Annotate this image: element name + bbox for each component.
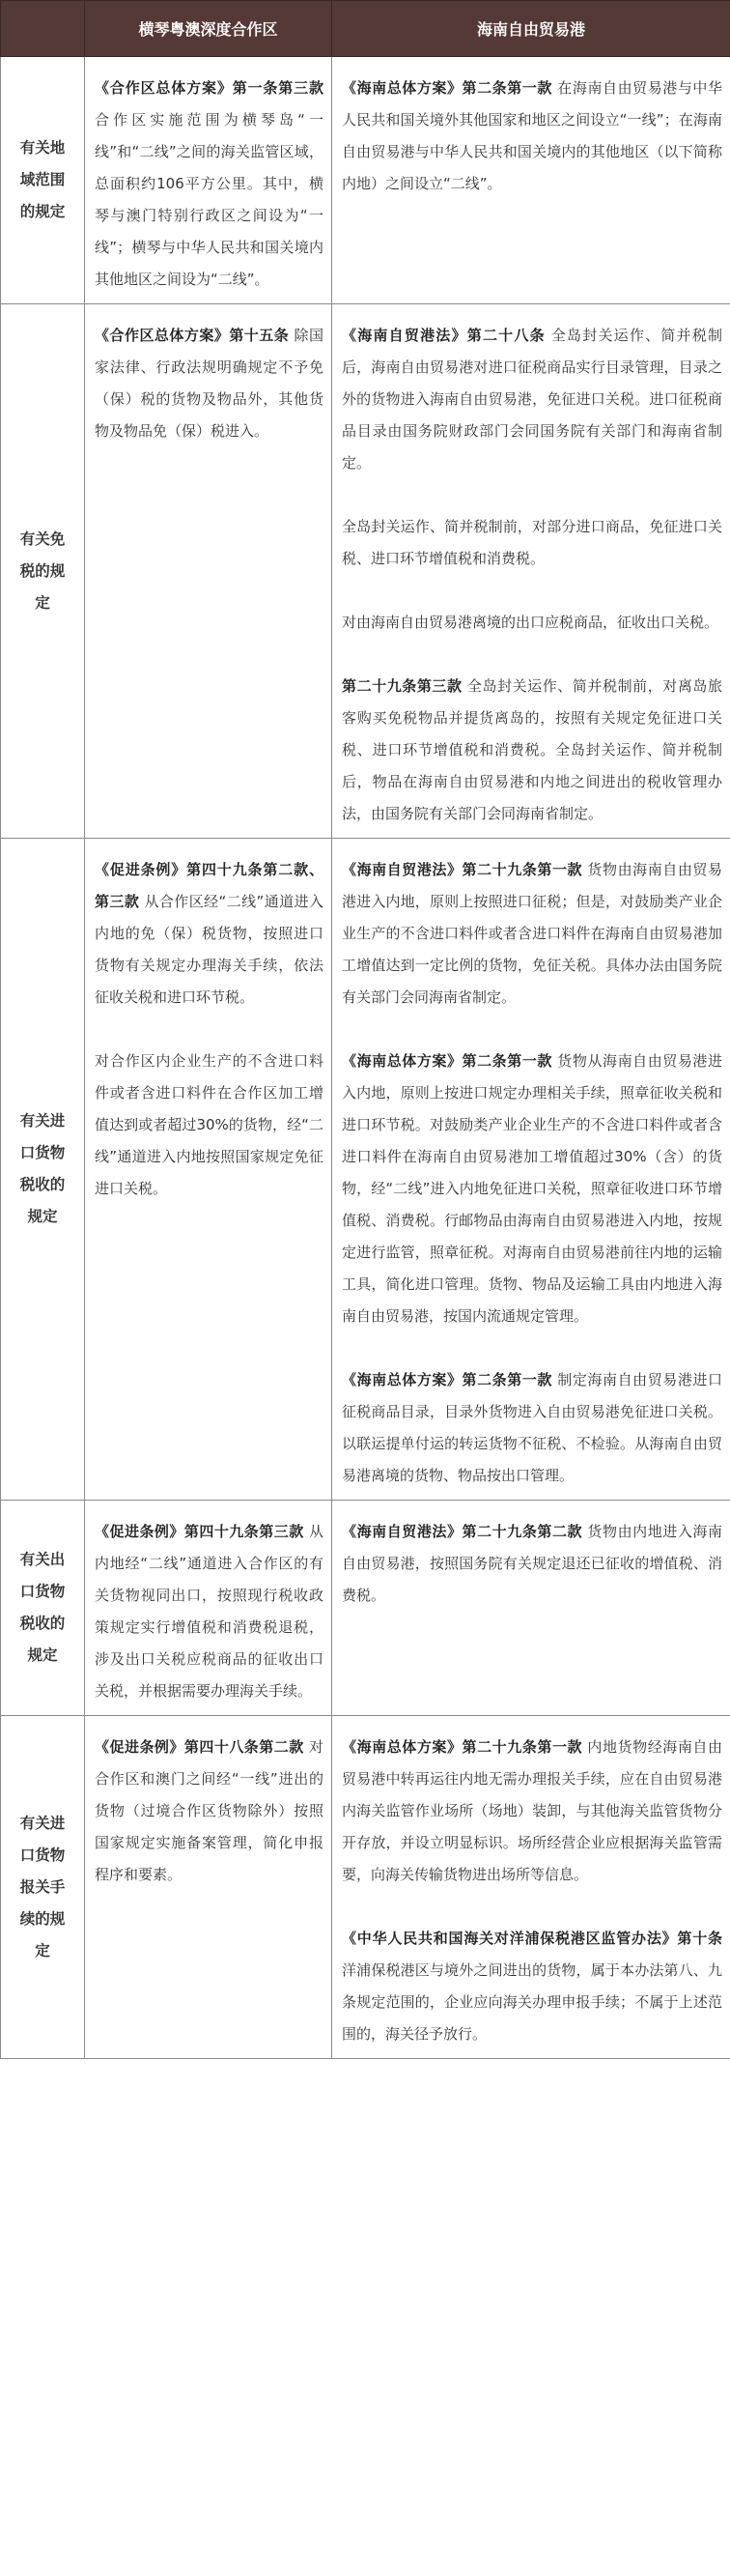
hengqin-cell	[85, 839, 332, 1501]
row-label	[1, 304, 85, 839]
table-row	[1, 304, 730, 839]
provision-paragraph	[95, 854, 323, 1014]
row-label-line: 续的规	[19, 1909, 66, 1928]
row-label-line: 口货物	[19, 1846, 66, 1864]
provision-text: 从合作区经“二线”通道进入内地的免（保）税货物，按照进口货物有关规定办理海关手续，依法征收关税和进口环节税。	[95, 893, 323, 1006]
provision-text: 在海南自由贸易港与中华人民共和国关境外其他国家和地区之间设立“一线”；在海南自由贸易港与中华人民共和国关境内的其他地区（以下简称内地）之间设立“二线”。	[342, 79, 722, 192]
row-label	[1, 1501, 85, 1716]
provision-reference: 《合作区总体方案》第十五条	[95, 327, 290, 344]
hengqin-cell	[85, 57, 332, 304]
table-row	[1, 57, 730, 304]
provision-paragraph	[95, 1516, 323, 1707]
provision-reference: 《中华人民共和国海关对洋浦保税港区监管办法》第十条	[342, 1930, 722, 1947]
header-hainan: 海南自由贸易港	[332, 1, 730, 57]
provision-paragraph	[342, 1045, 722, 1332]
hainan-cell	[332, 1501, 730, 1716]
provision-reference: 《海南总体方案》第二条第一款	[342, 1371, 552, 1388]
provision-paragraph	[342, 511, 722, 575]
row-label	[1, 57, 85, 304]
provision-reference: 《合作区总体方案》第一条第三款	[95, 79, 323, 97]
row-label-line: 税的规	[19, 561, 66, 580]
provision-text: 对由海南自由贸易港离境的出口应税商品，征收出口关税。	[342, 614, 719, 631]
provision-paragraph	[95, 1732, 323, 1891]
provision-paragraph	[95, 320, 323, 447]
table-row	[1, 839, 730, 1501]
hainan-cell	[332, 304, 730, 839]
provision-reference: 《海南总体方案》第二条第一款	[342, 79, 552, 97]
row-label	[1, 1716, 85, 2059]
provision-text: 内地货物经海南自由贸易港中转再运往内地无需办理报关手续，应在自由贸易港内海关监管作业场所（场地）装卸，与其他海关监管货物分开存放，并设立明显标识。场所经营企业应根据海关监管需要，向海关传输货物进出场所等信息。	[342, 1738, 722, 1883]
provision-paragraph	[95, 72, 323, 296]
row-label-line: 税收的	[19, 1176, 66, 1193]
table-row	[1, 1716, 730, 2059]
provision-reference: 《海南总体方案》第二十九条第一款	[342, 1738, 583, 1756]
row-label-line: 域范围	[19, 171, 66, 188]
provision-text: 从内地经“二线”通道进入合作区的有关货物视同出口，按照现行税收政策规定实行增值税和消费税退税，涉及出口关税应税商品的征收出口关税，并根据需要办理海关手续。	[95, 1523, 323, 1700]
provision-text: 对合作区内企业生产的不含进口料件或者含进口料件在合作区加工增值达到或者超过30%的货物，经“二线”通道进入内地按照国家规定免征进口关税。	[95, 1052, 323, 1197]
header-hengqin: 横琴粤澳深度合作区	[85, 1, 332, 57]
row-label	[1, 839, 85, 1501]
hengqin-cell	[85, 1716, 332, 2059]
row-label-line: 有关进	[19, 1814, 66, 1832]
provision-text: 对合作区和澳门之间经“一线”进出的货物（过境合作区货物除外）按照国家规定实施备案管理，简化申报程序和要素。	[95, 1738, 323, 1883]
hainan-cell	[332, 57, 730, 304]
provision-reference: 《促进条例》第四十八条第二款	[95, 1738, 304, 1756]
provision-text: 全岛封关运作、简并税制前，对离岛旅客购买免税物品并提货离岛的，按照有关规定免征进口关税、进口环节增值税和消费税。全岛封关运作、简并税制后，物品在海南自由贸易港和内地之间进出的税收管理办法，由国务院有关部门会同海南省制定。	[342, 677, 722, 822]
table-row	[1, 1501, 730, 1716]
row-label-line: 口货物	[19, 1583, 66, 1600]
provision-paragraph	[342, 854, 722, 1014]
provision-text: 制定海南自由贸易港进口征税商品目录，目录外货物进入自由贸易港免征进口关税。以联运提单付运的转运货物不征税、不检验。从海南自由贸易港离境的货物、物品按出口管理。	[342, 1371, 722, 1484]
row-label-line: 有关免	[19, 530, 66, 548]
provision-reference: 《促进条例》第四十九条第二款、第三款	[95, 861, 323, 910]
provision-paragraph	[342, 1923, 722, 2050]
hainan-cell	[332, 839, 730, 1501]
row-label-line: 规定	[27, 1646, 58, 1664]
provision-reference: 《海南总体方案》第二条第一款	[342, 1052, 552, 1070]
provision-reference: 《促进条例》第四十九条第三款	[95, 1523, 304, 1540]
provision-paragraph	[342, 1516, 722, 1612]
provision-paragraph	[342, 671, 722, 830]
header-blank	[1, 1, 85, 57]
hainan-cell	[332, 1716, 730, 2059]
row-label-line: 报关手	[19, 1877, 66, 1896]
row-label-line: 的规定	[19, 203, 66, 220]
row-label-line: 口货物	[19, 1144, 66, 1161]
provision-text: 除国家法律、行政法规明确规定不予免（保）税的货物及物品外，其他货物及物品免（保）税进入。	[95, 327, 323, 440]
provision-text: 全岛封关运作、简并税制前，对部分进口商品，免征进口关税、进口环节增值税和消费税。	[342, 518, 722, 567]
provision-paragraph	[95, 1045, 323, 1205]
provision-paragraph	[342, 72, 722, 200]
provision-text: 洋浦保税港区与境外之间进出的货物，属于本办法第八、九条规定范围的，企业应向海关办理申报手续；不属于上述范围的，海关径予放行。	[342, 1961, 722, 2043]
provision-reference: 第二十九条第三款	[342, 677, 463, 695]
row-label-line: 有关出	[19, 1551, 66, 1568]
table-header-row	[1, 1, 730, 57]
provision-text: 货物从海南自由贸易港进入内地，原则上按进口规定办理相关手续，照章征收关税和进口环节税。对鼓励类产业企业生产的不含进口料件或者含进口料件在海南自由贸易港加工增值超过30%（含）的货物，经“二线”进入内地免征进口关税，照章征收进口环节增值税、消费税。行邮物品由海南自由贸易港进入内地，按规定进行监管，照章征税。对海南自由贸易港前往内地的运输工具，简化进口管理。货物、物品及运输工具由内地进入海南自由贸易港，按国内流通规定管理。	[342, 1052, 722, 1325]
row-label-line: 规定	[27, 1208, 58, 1225]
provision-text: 合作区实施范围为横琴岛“一线”和“二线”之间的海关监管区域，总面积约106平方公里。其中，横琴与澳门特别行政区之间设为“一线”；横琴与中华人民共和国关境内其他地区之间设为“二线”。	[95, 111, 323, 288]
provision-text: 全岛封关运作、简并税制后，海南自由贸易港对进口征税商品实行目录管理，目录之外的货物进入海南自由贸易港，免征进口关税。进口征税商品目录由国务院财政部门会同国务院有关部门和海南省制定。	[342, 327, 722, 472]
row-label-line: 定	[35, 1941, 50, 1960]
provision-reference: 《海南自贸港法》第二十八条	[342, 327, 546, 344]
provision-paragraph	[342, 607, 722, 639]
provision-paragraph	[342, 1364, 722, 1492]
provision-text: 货物由海南自由贸易港进入内地，原则上按照进口征税；但是，对鼓励类产业企业生产的不含进口料件或者含进口料件在海南自由贸易港加工增值达到一定比例的货物，免征关税。具体办法由国务院有关部门会同海南省制定。	[342, 861, 722, 1006]
row-label-line: 税收的	[19, 1615, 66, 1632]
provision-reference: 《海南自贸港法》第二十九条第二款	[342, 1523, 583, 1540]
provision-paragraph	[342, 320, 722, 479]
provision-text: 货物由内地进入海南自由贸易港，按照国务院有关规定退还已征收的增值税、消费税。	[342, 1523, 722, 1604]
row-label-line: 定	[35, 593, 50, 612]
row-label-line: 有关地	[19, 139, 66, 157]
provision-reference: 《海南自贸港法》第二十九条第一款	[342, 861, 583, 878]
row-label-line: 有关进	[19, 1112, 66, 1130]
provision-paragraph	[342, 1732, 722, 1891]
hengqin-cell	[85, 1501, 332, 1716]
hengqin-cell	[85, 304, 332, 839]
